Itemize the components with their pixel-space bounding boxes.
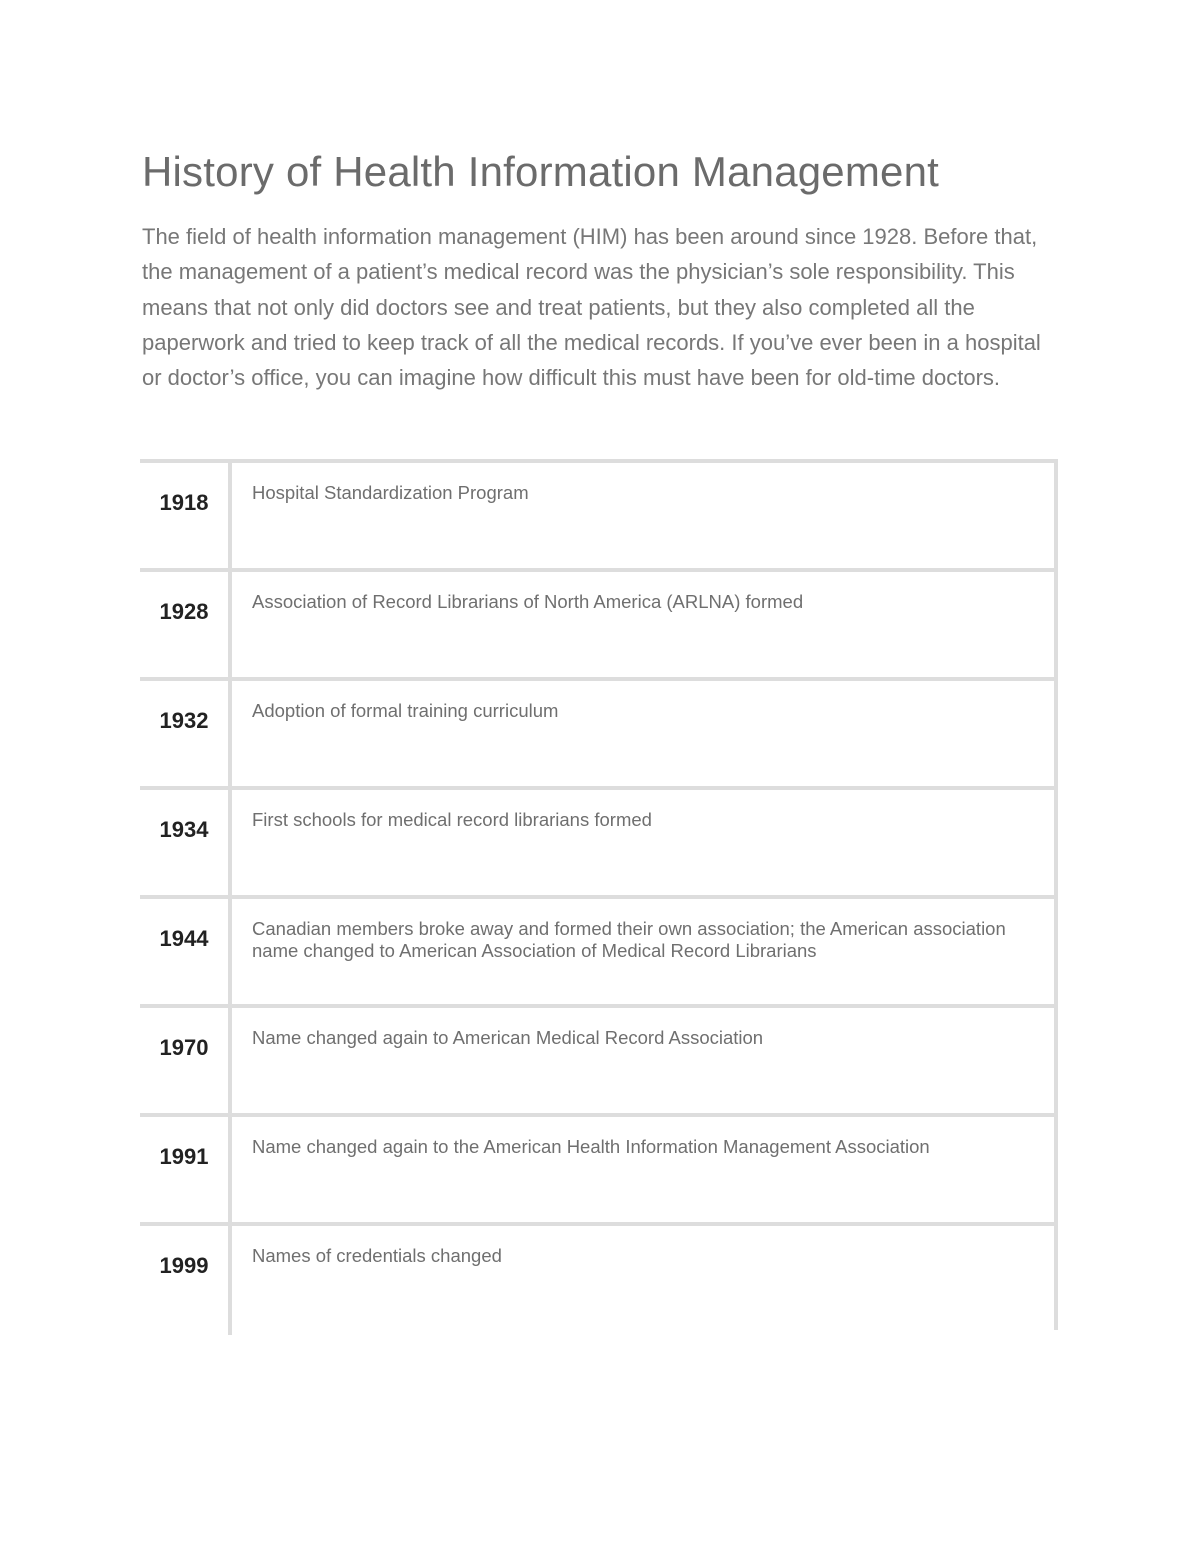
timeline-year: 1918 bbox=[140, 463, 232, 568]
timeline-row bbox=[140, 790, 1054, 899]
timeline-row bbox=[140, 1226, 1054, 1335]
timeline-year: 1970 bbox=[140, 1008, 232, 1113]
timeline-event: Canadian members broke away and formed their own association; the American association name changed to American Association of Medical Record Librarians bbox=[252, 918, 1006, 961]
page-title: History of Health Information Management bbox=[142, 148, 940, 195]
timeline-row bbox=[140, 1117, 1054, 1226]
intro-paragraph: The field of health information management (HIM) has been around since 1928. Before that, the management of a patient’s medical record was the physician’s sole responsibility. This means that not only did doctors see and treat patients, but they also completed all the paperwork and tried to keep track of all the medical records. If you’ve ever been in a hospital or doctor’s office, you can imagine how difficult this must have been for old-time doctors. bbox=[142, 224, 1041, 391]
timeline-table bbox=[140, 459, 1058, 1330]
timeline-event: Hospital Standardization Program bbox=[252, 482, 529, 503]
timeline-event: First schools for medical record librarians formed bbox=[252, 809, 652, 830]
timeline-year: 1932 bbox=[140, 681, 232, 786]
timeline-year: 1928 bbox=[140, 572, 232, 677]
timeline-event: Names of credentials changed bbox=[252, 1245, 502, 1266]
timeline-year: 1999 bbox=[140, 1226, 232, 1335]
timeline-row bbox=[140, 1008, 1054, 1117]
timeline-row bbox=[140, 463, 1054, 572]
timeline-event: Association of Record Librarians of North America (ARLNA) formed bbox=[252, 591, 804, 612]
timeline-year: 1934 bbox=[140, 790, 232, 895]
timeline-event: Adoption of formal training curriculum bbox=[252, 700, 559, 721]
timeline-row bbox=[140, 899, 1054, 1008]
timeline-event: Name changed again to the American Health Information Management Association bbox=[252, 1136, 930, 1157]
timeline-row bbox=[140, 572, 1054, 681]
timeline-event: Name changed again to American Medical Record Association bbox=[252, 1027, 764, 1048]
timeline-year: 1944 bbox=[140, 899, 232, 1004]
timeline-row bbox=[140, 681, 1054, 790]
timeline-year: 1991 bbox=[140, 1117, 232, 1222]
